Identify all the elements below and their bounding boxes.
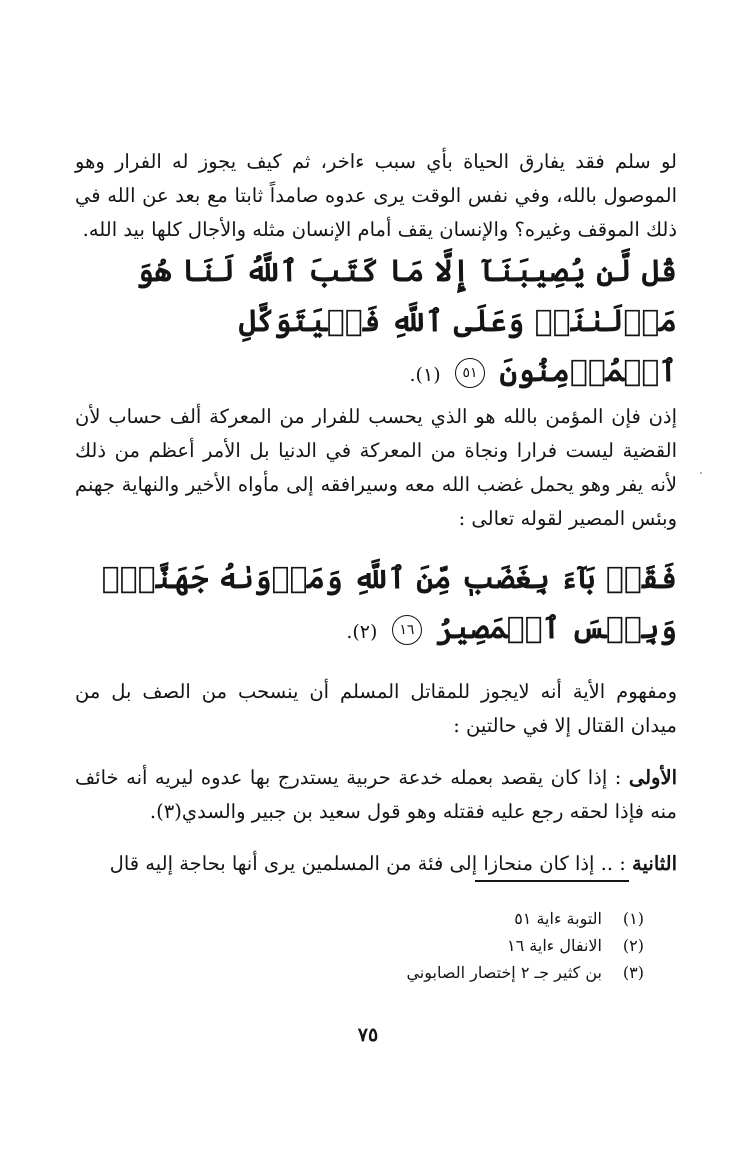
footnote-divider <box>475 880 629 882</box>
ayah-number-1: ٥١ <box>455 358 485 388</box>
paragraph-5 <box>75 847 677 881</box>
first-case-text: : إذا كان يقصد بعمله خدعة حربية يستدرج بها عدوه ليريه أنه خائف منه فإذا لحقه رجع عليه فقتله وهو قول سعيد بن جبير والسدي(٣). <box>75 766 677 823</box>
paragraph-4 <box>75 761 677 829</box>
footnotes <box>330 905 644 986</box>
quran-verse-2 <box>75 554 677 657</box>
footnote-text: الانفال ءاية ١٦ <box>507 936 602 955</box>
footnote-item <box>330 905 644 932</box>
quran-verse-1-text: قُل لَّن يُصِيبَنَآ إِلَّا مَا كَتَبَ ٱللَّهُ لَنَا هُوَ مَوۡلَىٰنَاۚ وَعَلَى ٱللَّهِ فَلۡيَتَوَكَّلِ ٱلۡمُؤۡمِنُونَ <box>136 254 677 389</box>
footnote-ref-1: (١). <box>409 364 441 386</box>
ayah-number-2: ١٦ <box>392 615 422 645</box>
second-case-text: : .. إذا كان منحازا إلى فئة من المسلمين يرى أنها بحاجة إليه قال <box>109 852 626 875</box>
quran-verse-2-text: فَقَدۡ بَآءَ بِغَضَبٖ مِّنَ ٱللَّهِ وَمَأۡوَىٰهُ جَهَنَّمُۖ وَبِئۡسَ ٱلۡمَصِيرُ <box>101 561 677 646</box>
page-body <box>75 145 677 881</box>
footnote-item <box>330 959 644 986</box>
footnote-number: (٣) <box>622 963 644 982</box>
footnote-number: (١) <box>622 909 644 928</box>
second-case-label: الثانية <box>632 852 677 875</box>
footnote-ref-2: (٢). <box>346 621 378 643</box>
paragraph-2: إذن فإن المؤمن بالله هو الذي يحسب للفرار من المعركة ألف حساب لأن القضية ليست فرارا ونجاة من المعركة في الدنيا بل الأمر أعظم من ذلك لأنه يفر وهو يحمل غضب الله معه وسيرافقه إلى مأواه الأخير والنهاية جهنم وبئس المصير لقوله تعالى : <box>75 405 677 530</box>
footnote-item <box>330 932 644 959</box>
footnote-number: (٢) <box>622 936 644 955</box>
paragraph-1: لو سلم فقد يفارق الحياة بأي سبب ءاخر، ثم كيف يجوز له الفرار وهو الموصول بالله، وفي نفس الوقت يرى عدوه صامداً ثابتا مع بعد عن الله في ذلك الموقف وغيره؟ والإنسان يقف أمام الإنسان مثله والأجال كلها بيد الله. <box>75 150 677 241</box>
scan-speck <box>700 472 702 474</box>
footnote-text: التوبة ءاية ٥١ <box>514 909 602 928</box>
page-number: ٧٥ <box>357 1024 379 1046</box>
footnote-text: بن كثير جـ ٢ إختصار الصابوني <box>406 963 602 982</box>
first-case-label: الأولى <box>628 766 677 789</box>
quran-verse-1 <box>75 247 677 400</box>
paragraph-3: ومفهوم الأية أنه لايجوز للمقاتل المسلم أن ينسحب من الصف بل من ميدان القتال إلا في حالتين : <box>75 680 677 737</box>
